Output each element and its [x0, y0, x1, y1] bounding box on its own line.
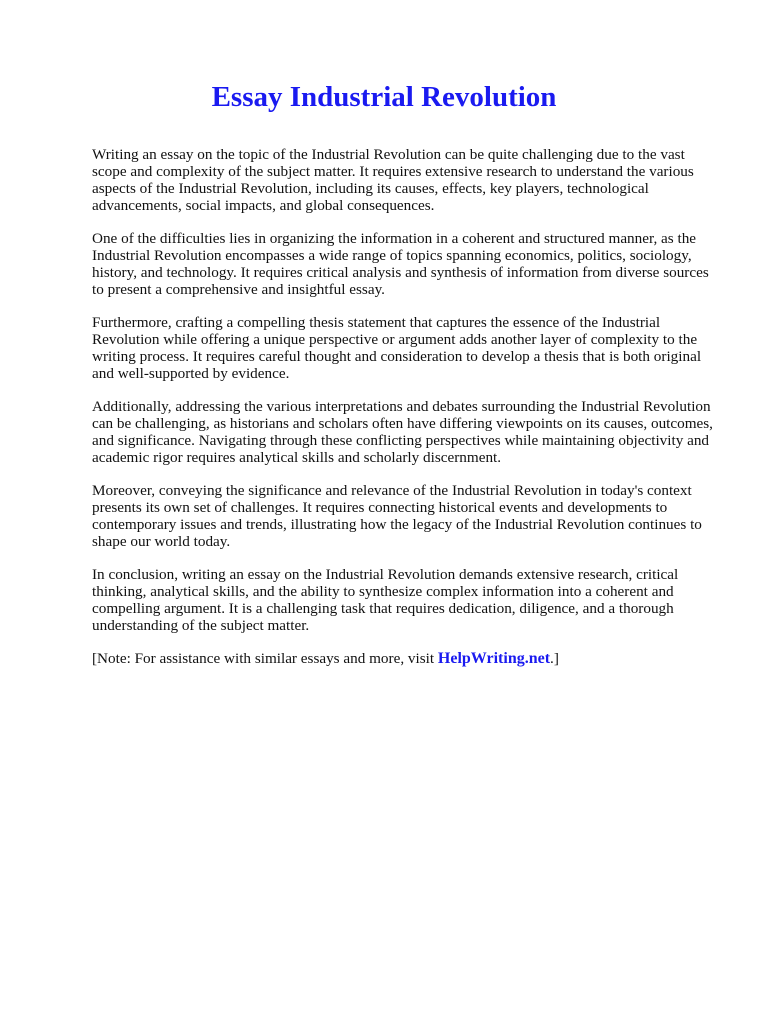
note-suffix: .] — [550, 650, 559, 667]
document-title: Essay Industrial Revolution — [211, 81, 557, 113]
document-body — [92, 146, 718, 683]
note-paragraph — [92, 650, 718, 667]
paragraph-1: Writing an essay on the topic of the Industrial Revolution can be quite challenging due to the vast scope and complexity of the subject matter. It requires extensive research to understand the various aspects of the Industrial Revolution, including its causes, effects, key players, technological advancements, social impacts, and global consequences. — [92, 146, 694, 214]
paragraph-4: Additionally, addressing the various interpretations and debates surrounding the Industrial Revolution can be challenging, as historians and scholars often have differing viewpoints on its causes, outcomes, and significance. Navigating through these conflicting perspectives while maintaining objectivity and academic rigor requires analytical skills and scholarly discernment. — [92, 398, 713, 466]
paragraph-2: One of the difficulties lies in organizing the information in a coherent and structured manner, as the Industrial Revolution encompasses a wide range of topics spanning economics, politics, sociology, history, and technology. It requires critical analysis and synthesis of information from diverse sources to present a comprehensive and insightful essay. — [92, 230, 709, 298]
note-prefix: [Note: For assistance with similar essays and more, visit — [92, 650, 438, 667]
paragraph-5: Moreover, conveying the significance and relevance of the Industrial Revolution in today's context presents its own set of challenges. It requires connecting historical events and developments to contemporary issues and trends, illustrating how the legacy of the Industrial Revolution continues to shape our world today. — [92, 482, 702, 550]
paragraph-3: Furthermore, crafting a compelling thesis statement that captures the essence of the Industrial Revolution while offering a unique perspective or argument adds another layer of complexity to the writing process. It requires careful thought and consideration to develop a thesis that is both original and well-supported by evidence. — [92, 314, 702, 382]
helpwriting-link[interactable]: HelpWriting.net — [437, 650, 551, 667]
paragraph-6: In conclusion, writing an essay on the Industrial Revolution demands extensive research, critical thinking, analytical skills, and the ability to synthesize complex information into a coherent and compelling argument. It is a challenging task that requires dedication, diligence, and a thorough understanding of the subject matter. — [92, 566, 679, 634]
